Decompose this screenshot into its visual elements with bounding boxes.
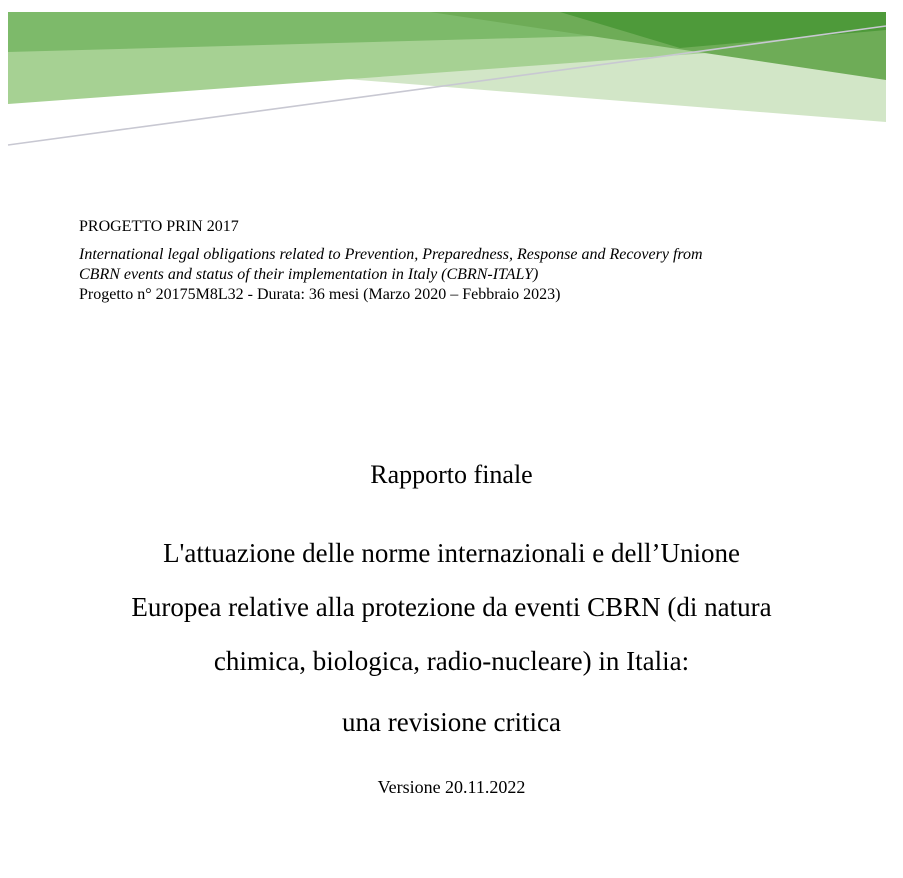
- project-meta: Progetto n° 20175M8L32 - Durata: 36 mesi (Marzo 2020 – Febbraio 2023): [79, 286, 561, 303]
- project-title-line-2: CBRN events and status of their implementation in Italy (CBRN-ITALY): [79, 266, 539, 283]
- report-title-line-2: Europea relative alla protezione da eventi CBRN (di natura: [131, 592, 772, 622]
- project-title: [79, 245, 815, 285]
- header-decoration: [0, 0, 903, 160]
- report-title-line-1: L'attuazione delle norme internazionali e dell’Unione: [163, 538, 740, 568]
- report-heading: Rapporto finale: [370, 460, 533, 489]
- report-title: [40, 526, 863, 688]
- project-label: PROGETTO PRIN 2017: [79, 218, 239, 235]
- project-title-line-1: International legal obligations related to Prevention, Preparedness, Response and Recovery from: [79, 246, 703, 263]
- report-title-line-3: chimica, biologica, radio-nucleare) in Italia:: [213, 646, 690, 676]
- report-version: Versione 20.11.2022: [377, 777, 526, 797]
- report-subtitle: una revisione critica: [342, 707, 561, 737]
- project-info: [79, 217, 815, 305]
